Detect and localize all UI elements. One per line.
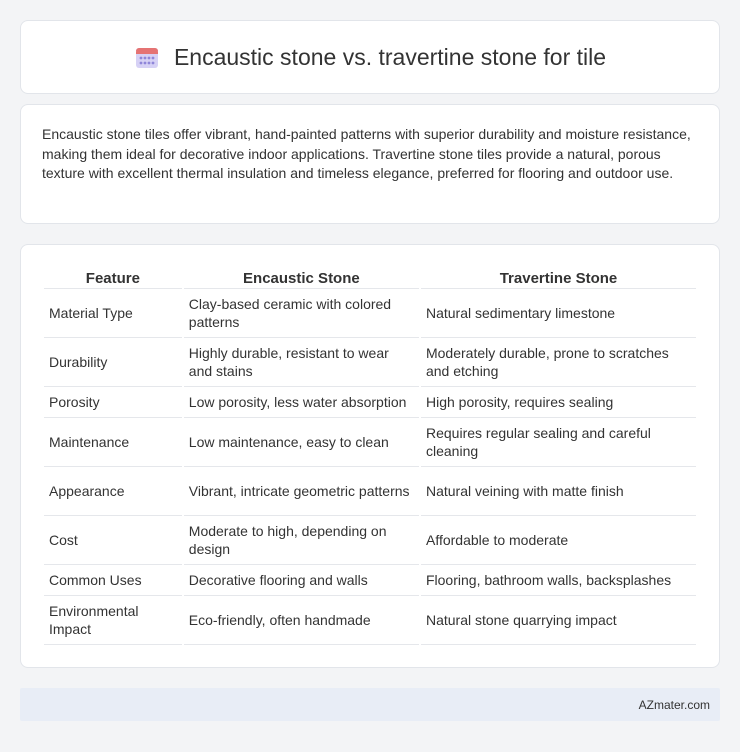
title-card (20, 20, 720, 94)
travertine-cell: Natural veining with matte finish (421, 467, 696, 516)
travertine-cell: Flooring, bathroom walls, backsplashes (421, 565, 696, 596)
encaustic-cell: Low porosity, less water absorption (184, 387, 419, 418)
feature-cell: Environmental Impact (44, 596, 182, 645)
feature-cell: Maintenance (44, 418, 182, 467)
travertine-cell: Requires regular sealing and careful cleaning (421, 418, 696, 467)
encaustic-cell: Low maintenance, easy to clean (184, 418, 419, 467)
table-row (44, 338, 696, 387)
page-title: Encaustic stone vs. travertine stone for tile (173, 43, 607, 70)
travertine-cell: Moderately durable, prone to scratches and etching (421, 338, 696, 387)
header-encaustic: Encaustic Stone (184, 265, 419, 289)
table-row (44, 565, 696, 596)
table-header-row (44, 265, 696, 289)
table-row (44, 516, 696, 565)
travertine-cell: High porosity, requires sealing (421, 387, 696, 418)
travertine-cell: Affordable to moderate (421, 516, 696, 565)
feature-cell: Durability (44, 338, 182, 387)
travertine-cell: Natural sedimentary limestone (421, 289, 696, 338)
calendar-icon (134, 44, 160, 70)
footer-source[interactable]: AZmater.com (638, 697, 710, 712)
encaustic-cell: Moderate to high, depending on design (184, 516, 419, 565)
feature-cell: Material Type (44, 289, 182, 338)
title-wrap (134, 44, 606, 71)
comparison-card (20, 244, 720, 668)
table-row (44, 467, 696, 516)
travertine-cell: Natural stone quarrying impact (421, 596, 696, 645)
feature-cell: Cost (44, 516, 182, 565)
summary-text: Encaustic stone tiles offer vibrant, hand-painted patterns with superior durability and moisture resistance, making them ideal for decorative indoor applications. Travertine stone tiles provide a natural, porous texture with excellent thermal insulation and timeless elegance, preferred for flooring and outdoor use. (42, 126, 691, 181)
table-row (44, 289, 696, 338)
footer (20, 688, 720, 721)
feature-cell: Porosity (44, 387, 182, 418)
table-row (44, 387, 696, 418)
encaustic-cell: Vibrant, intricate geometric patterns (184, 467, 419, 516)
header-feature: Feature (44, 265, 182, 289)
table-row (44, 418, 696, 467)
feature-cell: Common Uses (44, 565, 182, 596)
encaustic-cell: Highly durable, resistant to wear and stains (184, 338, 419, 387)
feature-cell: Appearance (44, 467, 182, 516)
summary-card (20, 104, 720, 224)
encaustic-cell: Clay-based ceramic with colored patterns (184, 289, 419, 338)
comparison-table (42, 265, 698, 645)
encaustic-cell: Eco-friendly, often handmade (184, 596, 419, 645)
encaustic-cell: Decorative flooring and walls (184, 565, 419, 596)
header-travertine: Travertine Stone (421, 265, 696, 289)
table-row (44, 596, 696, 645)
